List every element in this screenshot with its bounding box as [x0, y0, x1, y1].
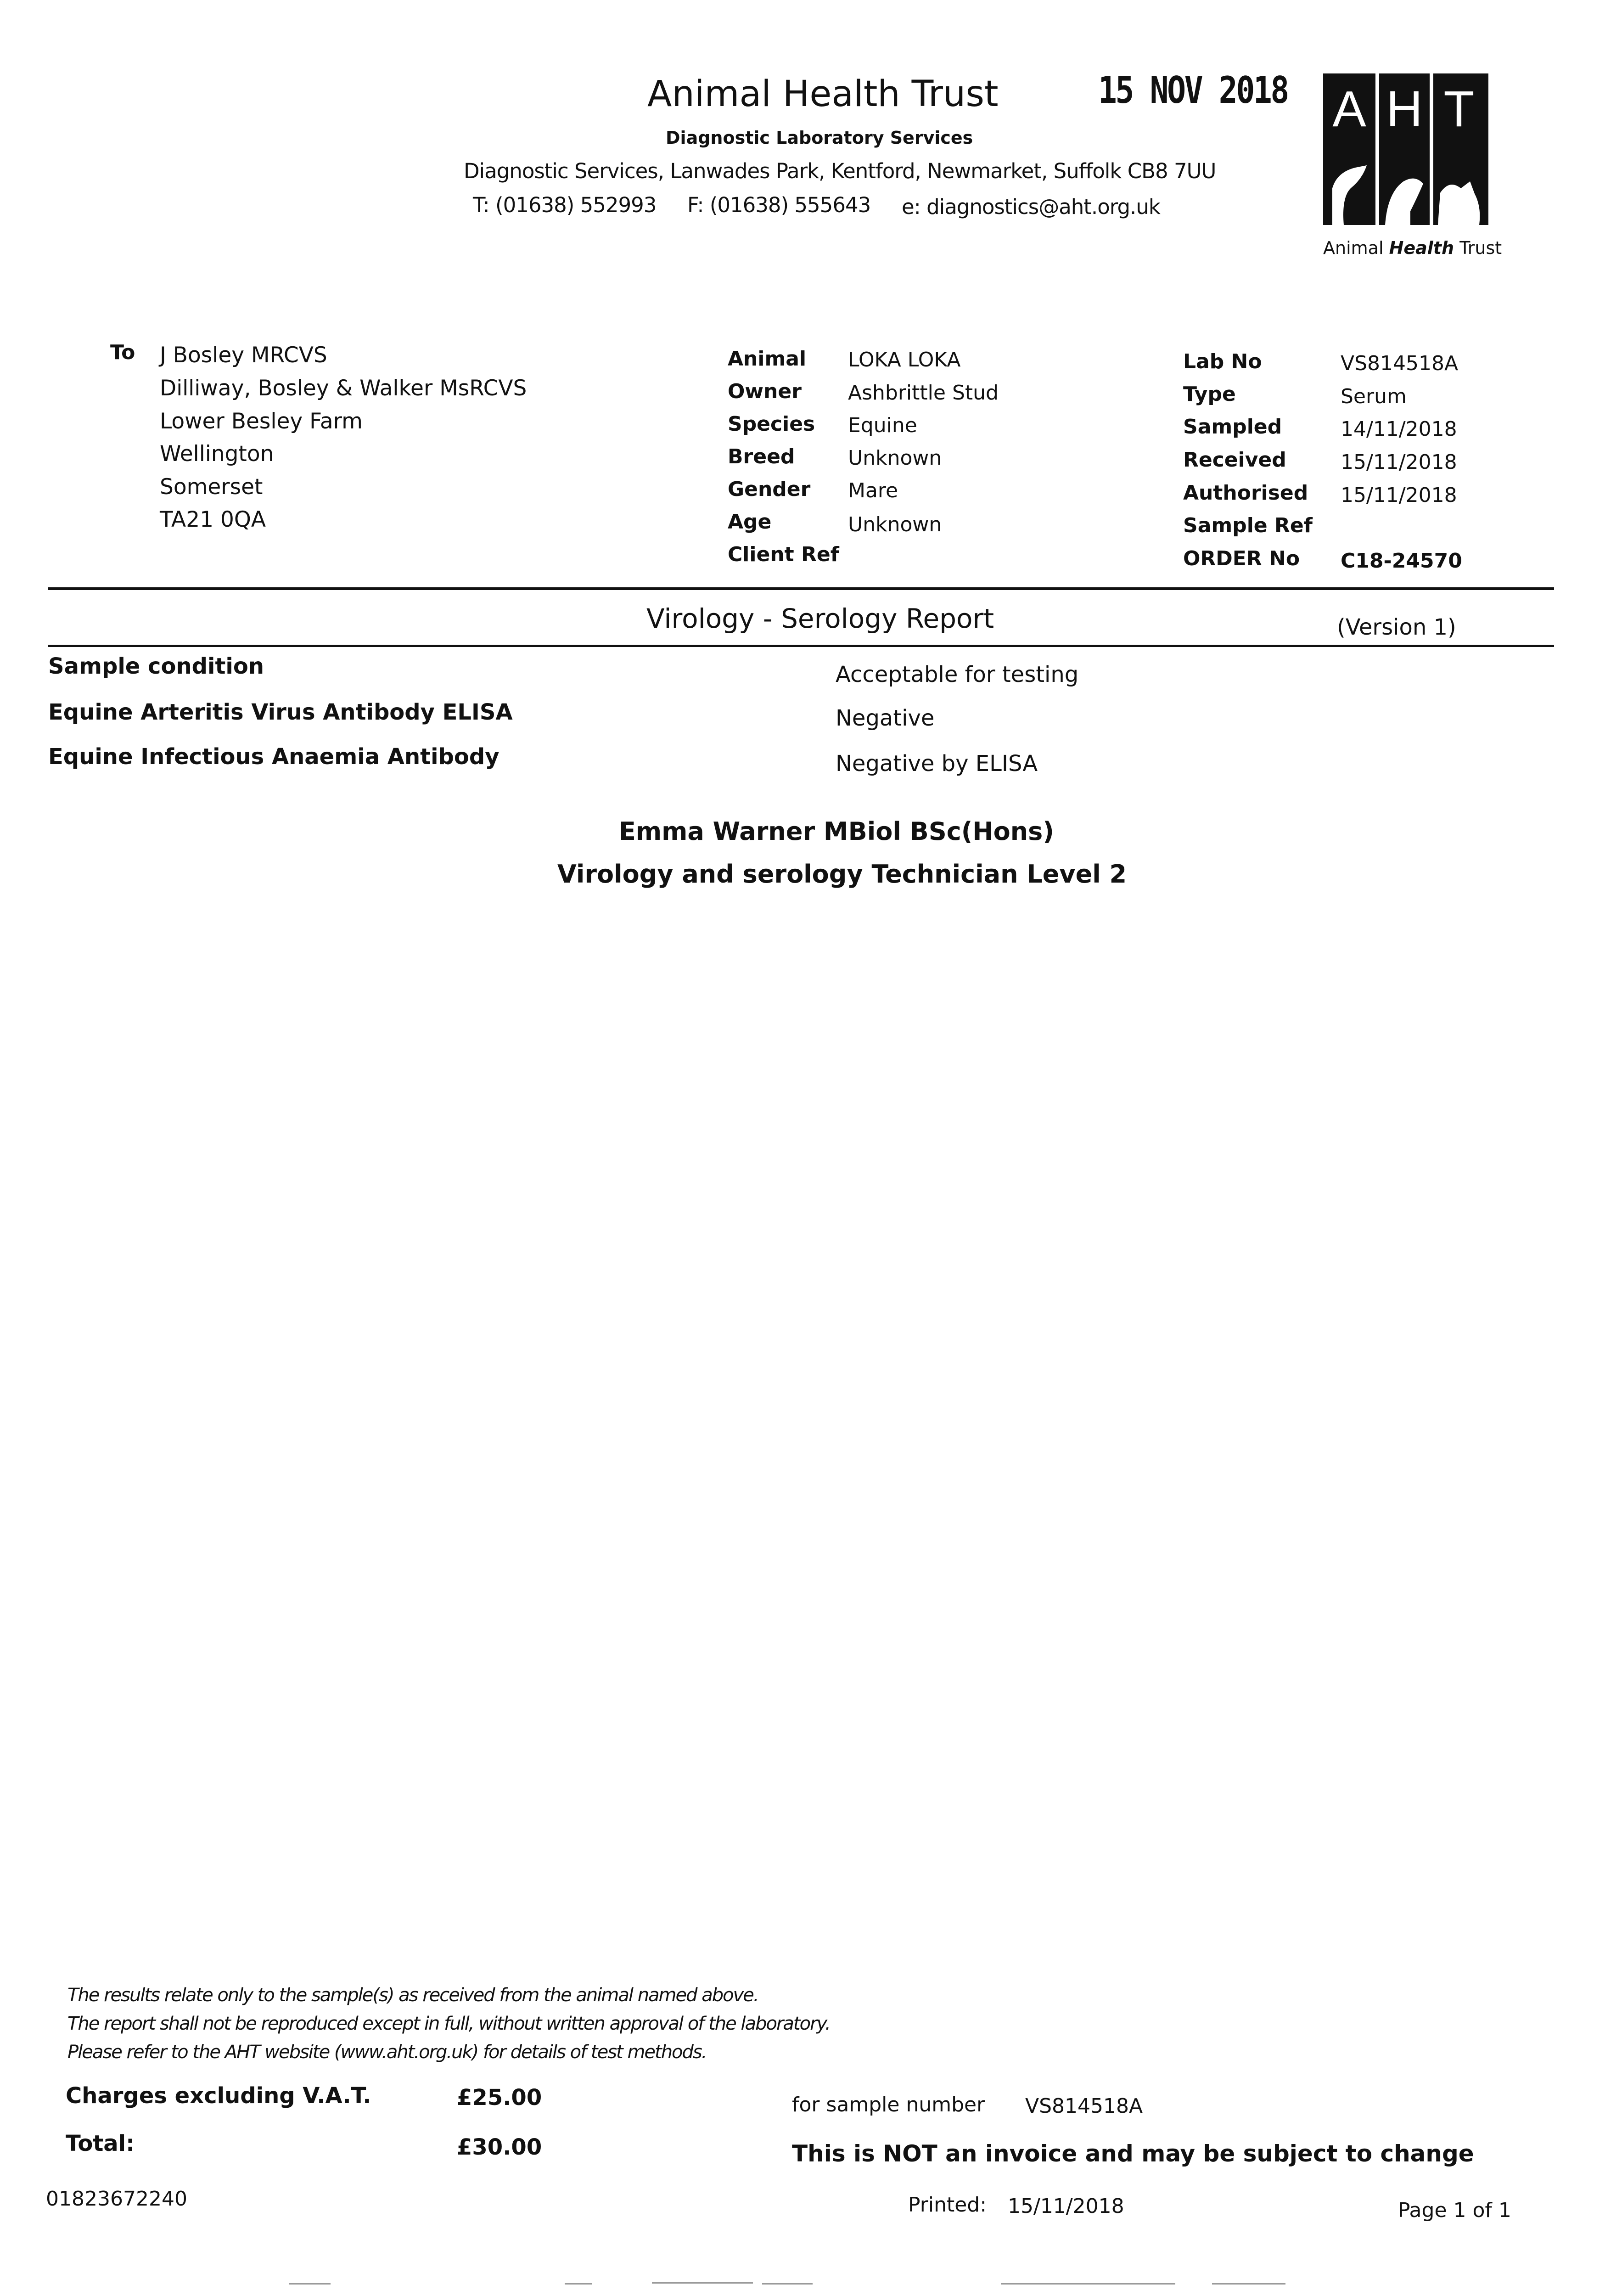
type-label: Type: [1183, 383, 1236, 406]
result-name-eia-antibody: Equine Infectious Anaemia Antibody: [48, 744, 500, 770]
scan-mark: [1212, 2283, 1285, 2285]
logo-letter-a: A: [1332, 81, 1366, 137]
scan-mark: [762, 2283, 813, 2285]
logo-letter-h: H: [1386, 81, 1423, 137]
recipient-postcode: TA21 0QA: [160, 507, 266, 532]
lab-no-value: VS814518A: [1341, 352, 1459, 375]
report-version: (Version 1): [1337, 614, 1456, 640]
result-value-sample-condition: Acceptable for testing: [836, 662, 1079, 687]
scan-mark: [652, 2282, 753, 2284]
disclaimer-line-3: Please refer to the AHT website (www.aht.org.uk) for details of test methods.: [67, 2042, 707, 2063]
top-rule: [48, 587, 1554, 590]
total-label: Total:: [66, 2131, 135, 2156]
species-value: Equine: [848, 414, 917, 437]
sample-number-label: for sample number: [792, 2093, 985, 2116]
printed-value: 15/11/2018: [1008, 2195, 1124, 2218]
report-title: Virology - Serology Report: [646, 603, 994, 634]
recipient-county: Somerset: [160, 474, 263, 500]
org-title: Animal Health Trust: [647, 73, 999, 115]
order-no-value: C18-24570: [1341, 549, 1462, 573]
sampled-value: 14/11/2018: [1341, 417, 1457, 441]
logo-letter-t: T: [1443, 81, 1475, 137]
client-ref-label: Client Ref: [728, 543, 839, 566]
result-value-eav-elisa: Negative: [836, 705, 935, 731]
recipient-practice: Dilliway, Bosley & Walker MsRCVS: [160, 376, 527, 401]
authorised-value: 15/11/2018: [1341, 484, 1457, 507]
practice-phone-number: 01823672240: [46, 2187, 187, 2211]
disclaimer-line-2: The report shall not be reproduced except in full, without written approval of the laboratory.: [67, 2013, 830, 2034]
disclaimer-line-1: The results relate only to the sample(s) as received from the animal named above.: [67, 1985, 758, 2006]
age-label: Age: [728, 510, 772, 534]
recipient-name: J Bosley MRCVS: [160, 343, 327, 368]
sample-ref-label: Sample Ref: [1183, 514, 1313, 537]
breed-value: Unknown: [848, 446, 942, 470]
not-invoice-note: This is NOT an invoice and may be subject to change: [792, 2140, 1474, 2167]
owner-value: Ashbrittle Stud: [848, 381, 999, 405]
result-name-sample-condition: Sample condition: [48, 653, 264, 679]
gender-value: Mare: [848, 479, 898, 502]
gender-label: Gender: [728, 478, 811, 501]
type-value: Serum: [1341, 385, 1407, 408]
org-email: e: diagnostics@aht.org.uk: [902, 195, 1160, 219]
received-value: 15/11/2018: [1341, 450, 1457, 474]
org-address: Diagnostic Services, Lanwades Park, Kentford, Newmarket, Suffolk CB8 7UU: [464, 159, 1216, 183]
org-phone: T: (01638) 552993: [473, 193, 657, 217]
animal-label: Animal: [728, 347, 807, 371]
bottom-rule: [48, 645, 1554, 647]
breed-label: Breed: [728, 445, 795, 468]
sample-number-value: VS814518A: [1025, 2094, 1143, 2118]
recipient-town: Wellington: [160, 441, 274, 467]
age-value: Unknown: [848, 513, 942, 536]
printed-label: Printed:: [908, 2193, 987, 2217]
received-date-stamp: 15 NOV 2018: [1098, 69, 1288, 112]
scan-mark: [289, 2283, 331, 2285]
result-name-eav-elisa: Equine Arteritis Virus Antibody ELISA: [48, 699, 513, 725]
signatory-role: Virology and serology Technician Level 2: [557, 860, 1127, 889]
order-no-label: ORDER No: [1183, 547, 1300, 570]
to-label: To: [110, 341, 135, 364]
org-subtitle: Diagnostic Laboratory Services: [666, 128, 973, 148]
scan-mark: [565, 2283, 592, 2285]
sampled-label: Sampled: [1183, 415, 1282, 439]
charges-value: £25.00: [457, 2085, 542, 2110]
aht-logo: [1323, 73, 1488, 225]
logo-caption: Animal Health Trust: [1323, 238, 1502, 258]
species-label: Species: [728, 412, 815, 436]
signatory-name: Emma Warner MBiol BSc(Hons): [619, 817, 1054, 846]
page-number: Page 1 of 1: [1398, 2199, 1511, 2222]
animal-value: LOKA LOKA: [848, 348, 961, 371]
scan-mark: [1001, 2283, 1175, 2285]
authorised-label: Authorised: [1183, 481, 1308, 505]
lab-no-label: Lab No: [1183, 350, 1262, 373]
recipient-address-1: Lower Besley Farm: [160, 409, 363, 434]
org-fax: F: (01638) 555643: [687, 193, 871, 217]
result-value-eia-antibody: Negative by ELISA: [836, 751, 1038, 777]
received-label: Received: [1183, 448, 1286, 472]
owner-label: Owner: [728, 380, 802, 403]
charges-label: Charges excluding V.A.T.: [66, 2083, 371, 2109]
total-value: £30.00: [457, 2134, 542, 2160]
